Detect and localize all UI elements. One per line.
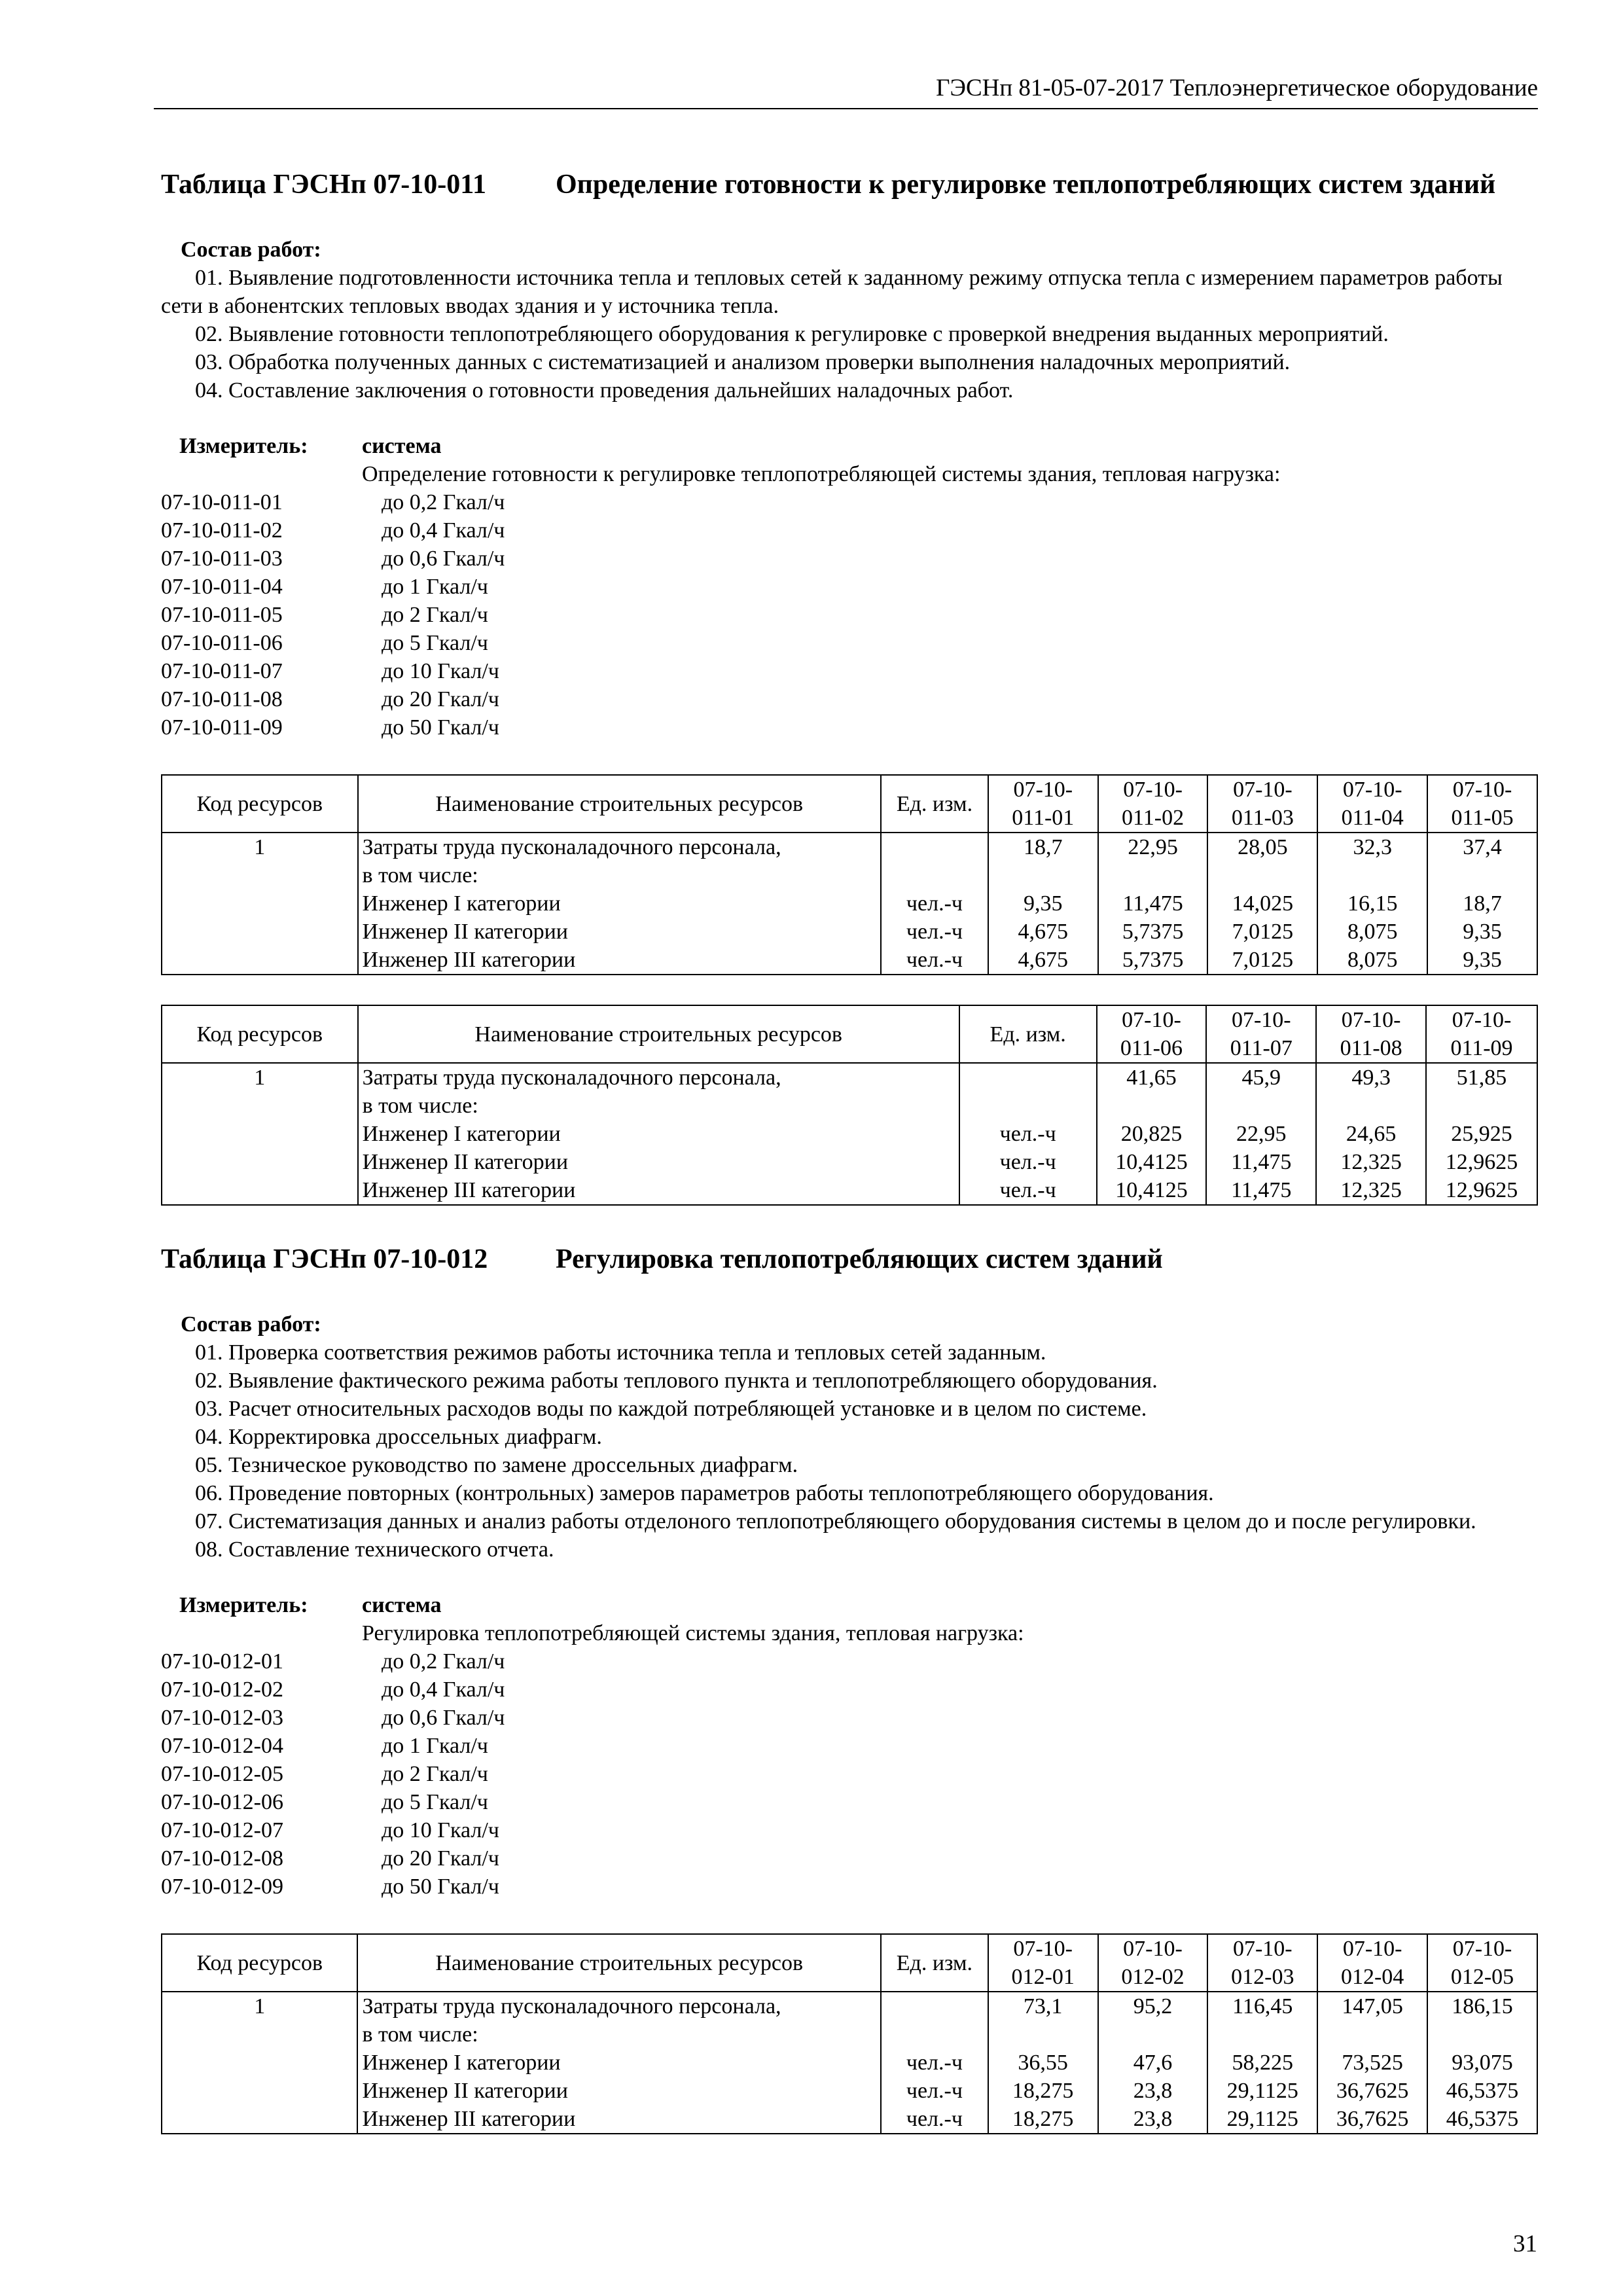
norm-code: 07-10-011-01 (161, 490, 283, 514)
norm-text: до 1 Гкал/ч (382, 575, 488, 599)
value-column: 95,2 47,6 23,8 23,8 (1098, 1992, 1208, 2134)
resource-names: Затраты труда пусконаладочного персонала, в том числе: Инженер I категории Инженер II категории Инженер III категории (358, 1063, 959, 1205)
norm-code: 07-10-012-06 (161, 1790, 283, 1814)
header-norm-col: 07-10- 011-08 (1316, 1005, 1426, 1063)
section1-work-item: 01. Выявление подготовленности источника тепла и тепловых сетей к заданному режиму отпуска тепла с измерением параметров работы сети в абонентских тепловых вводах здания и у источника тепла. (161, 266, 1503, 318)
header-norm-col: 07-10- 011-03 (1207, 775, 1317, 833)
value-column: 37,4 18,7 9,35 9,35 (1427, 833, 1537, 975)
resource-table-011-a (161, 774, 1538, 975)
value-column: 28,05 14,025 7,0125 7,0125 (1207, 833, 1317, 975)
value-column: 32,3 16,15 8,075 8,075 (1317, 833, 1427, 975)
resource-names: Затраты труда пусконаладочного персонала, в том числе: Инженер I категории Инженер II категории Инженер III категории (358, 833, 882, 975)
value-column: 51,85 25,925 12,9625 12,9625 (1426, 1063, 1537, 1205)
resource-table-012-a (161, 1933, 1538, 2134)
norm-row (161, 1760, 1538, 1788)
norm-row (161, 1676, 1538, 1704)
header-norm-col: 07-10- 012-02 (1098, 1934, 1208, 1992)
resource-units: чел.-ч чел.-ч чел.-ч (959, 1063, 1097, 1205)
norm-text: до 20 Гкал/ч (382, 1846, 499, 1871)
header-resource-name: Наименование строительных ресурсов (358, 1005, 959, 1063)
norm-code: 07-10-012-04 (161, 1734, 283, 1758)
resource-code: 1 (162, 1992, 357, 2134)
resource-code: 1 (162, 1063, 358, 1205)
section1-meter-label: Измеритель: (179, 434, 308, 458)
norm-row (161, 516, 1538, 545)
resource-names: Затраты труда пусконаладочного персонала, в том числе: Инженер I категории Инженер II категории Инженер III категории (357, 1992, 881, 2134)
header-resource-code: Код ресурсов (162, 1934, 357, 1992)
header-norm-col: 07-10- 011-04 (1317, 775, 1427, 833)
section1-works (161, 236, 1538, 404)
norm-row (161, 1873, 1538, 1901)
norm-row (161, 573, 1538, 601)
norm-row (161, 685, 1538, 713)
norm-code: 07-10-012-02 (161, 1677, 283, 1702)
norm-code: 07-10-011-06 (161, 631, 283, 655)
norm-code: 07-10-011-09 (161, 715, 283, 740)
norm-text: до 2 Гкал/ч (382, 603, 488, 627)
section2-work-item: 06. Проведение повторных (контрольных) замеров параметров работы теплопотребляющего оборудования. (195, 1481, 1214, 1505)
norm-text: до 0,6 Гкал/ч (382, 1706, 505, 1730)
header-unit: Ед. изм. (881, 775, 988, 833)
norm-code: 07-10-012-05 (161, 1762, 283, 1786)
section1-work-item: 02. Выявление готовности теплопотребляющего оборудования к регулировке с проверкой внедрения выданных мероприятий. (195, 322, 1389, 346)
section2-works (161, 1310, 1538, 1564)
norm-row (161, 629, 1538, 657)
header-resource-name: Наименование строительных ресурсов (357, 1934, 881, 1992)
norm-code: 07-10-011-02 (161, 518, 283, 543)
section1-work-item: 03. Обработка полученных данных с систематизацией и анализом проверки выполнения наладочных мероприятий. (195, 350, 1291, 374)
resource-code: 1 (162, 833, 358, 975)
norm-text: до 0,4 Гкал/ч (382, 1677, 505, 1702)
section2-meter-desc: Регулировка теплопотребляющей системы здания, тепловая нагрузка: (362, 1621, 1024, 1645)
value-column: 116,45 58,225 29,1125 29,1125 (1207, 1992, 1317, 2134)
section2-table-name: Регулировка теплопотребляющих систем зданий (556, 1244, 1163, 1274)
norm-row (161, 1844, 1538, 1873)
norm-code: 07-10-011-07 (161, 659, 283, 683)
norm-code: 07-10-011-04 (161, 575, 283, 599)
section2-meter (161, 1591, 1538, 1901)
value-column: 147,05 73,525 36,7625 36,7625 (1317, 1992, 1427, 2134)
header-resource-code: Код ресурсов (162, 775, 358, 833)
header-norm-col: 07-10- 012-01 (988, 1934, 1098, 1992)
header-norm-col: 07-10- 012-05 (1427, 1934, 1537, 1992)
norm-code: 07-10-012-07 (161, 1818, 283, 1842)
norm-row (161, 1647, 1538, 1676)
section2-work-item: 02. Выявление фактического режима работы теплового пункта и теплопотребляющего оборудования. (195, 1369, 1158, 1393)
norm-text: до 20 Гкал/ч (382, 687, 499, 711)
norm-row (161, 1732, 1538, 1760)
section1-table-name: Определение готовности к регулировке теплопотребляющих систем зданий (556, 170, 1496, 200)
section2-meter-label: Измеритель: (179, 1593, 308, 1617)
section1-title (161, 167, 1538, 203)
section2-meter-value: система (362, 1593, 442, 1617)
resource-units: чел.-ч чел.-ч чел.-ч (881, 833, 988, 975)
section2-work-item: 05. Тезническое руководство по замене дроссельных диафрагм. (195, 1453, 798, 1477)
norm-row (161, 1816, 1538, 1844)
value-column: 73,1 36,55 18,275 18,275 (988, 1992, 1098, 2134)
value-column: 186,15 93,075 46,5375 46,5375 (1427, 1992, 1537, 2134)
header-unit: Ед. изм. (881, 1934, 988, 1992)
norm-text: до 5 Гкал/ч (382, 631, 488, 655)
norm-text: до 0,2 Гкал/ч (382, 1649, 505, 1674)
header-norm-col: 07-10- 011-01 (988, 775, 1098, 833)
norm-text: до 50 Гкал/ч (382, 715, 499, 740)
section2 (161, 1242, 1538, 2134)
norm-text: до 50 Гкал/ч (382, 1874, 499, 1899)
norm-text: до 2 Гкал/ч (382, 1762, 488, 1786)
norm-text: до 0,4 Гкал/ч (382, 518, 505, 543)
norm-row (161, 657, 1538, 685)
header-norm-col: 07-10- 012-03 (1207, 1934, 1317, 1992)
header-unit: Ед. изм. (959, 1005, 1097, 1063)
header-norm-col: 07-10- 012-04 (1317, 1934, 1427, 1992)
value-column: 45,9 22,95 11,475 11,475 (1206, 1063, 1316, 1205)
norm-code: 07-10-011-05 (161, 603, 283, 627)
norm-row (161, 601, 1538, 629)
value-column: 18,7 9,35 4,675 4,675 (988, 833, 1098, 975)
norm-row (161, 1788, 1538, 1816)
page-content (161, 167, 1538, 2134)
resource-table-011-b (161, 1005, 1538, 1206)
value-column: 22,95 11,475 5,7375 5,7375 (1098, 833, 1208, 975)
section2-work-item: 03. Расчет относительных расходов воды по каждой потребляющей установке и в целом по системе. (195, 1397, 1147, 1421)
section1-works-label: Состав работ: (181, 238, 321, 262)
norm-row (161, 1704, 1538, 1732)
norm-row (161, 545, 1538, 573)
header-resource-code: Код ресурсов (162, 1005, 358, 1063)
header-norm-col: 07-10- 011-07 (1206, 1005, 1316, 1063)
norm-text: до 0,2 Гкал/ч (382, 490, 505, 514)
norm-text: до 0,6 Гкал/ч (382, 547, 505, 571)
running-header: ГЭСНп 81-05-07-2017 Теплоэнергетическое оборудование (154, 72, 1538, 109)
norm-code: 07-10-012-09 (161, 1874, 283, 1899)
section1-meter-value: система (362, 434, 442, 458)
section2-works-label: Состав работ: (181, 1312, 321, 1336)
section2-work-item: 01. Проверка соответствия режимов работы источника тепла и тепловых сетей заданным. (195, 1340, 1046, 1365)
norm-row (161, 713, 1538, 742)
norm-code: 07-10-012-08 (161, 1846, 283, 1871)
norm-row (161, 488, 1538, 516)
value-column: 41,65 20,825 10,4125 10,4125 (1097, 1063, 1207, 1205)
header-resource-name: Наименование строительных ресурсов (358, 775, 882, 833)
section1-meter-desc: Определение готовности к регулировке теплопотребляющей системы здания, тепловая нагрузка: (362, 462, 1281, 486)
section2-work-item: 04. Корректировка дроссельных диафрагм. (195, 1425, 602, 1449)
section2-work-item: 08. Составление технического отчета. (195, 1537, 554, 1562)
page-number: 31 (1513, 2231, 1537, 2257)
norm-code: 07-10-012-03 (161, 1706, 283, 1730)
value-column: 49,3 24,65 12,325 12,325 (1316, 1063, 1426, 1205)
resource-units: чел.-ч чел.-ч чел.-ч (881, 1992, 988, 2134)
header-norm-col: 07-10- 011-05 (1427, 775, 1537, 833)
section1-table-code: Таблица ГЭСНп 07-10-011 (161, 170, 486, 200)
section1-work-item: 04. Составление заключения о готовности проведения дальнейших наладочных работ. (195, 378, 1014, 403)
header-norm-col: 07-10- 011-02 (1098, 775, 1208, 833)
norm-code: 07-10-011-08 (161, 687, 283, 711)
section1-meter (161, 432, 1538, 742)
norm-text: до 10 Гкал/ч (382, 1818, 499, 1842)
header-norm-col: 07-10- 011-06 (1097, 1005, 1207, 1063)
header-norm-col: 07-10- 011-09 (1426, 1005, 1537, 1063)
section2-title (161, 1242, 1538, 1278)
section2-table-code: Таблица ГЭСНп 07-10-012 (161, 1244, 488, 1274)
norm-code: 07-10-011-03 (161, 547, 283, 571)
section2-work-item: 07. Систематизация данных и анализ работы отделоного теплопотребляющего оборудования системы в целом до и после регулировки. (195, 1509, 1476, 1534)
norm-text: до 10 Гкал/ч (382, 659, 499, 683)
norm-code: 07-10-012-01 (161, 1649, 283, 1674)
norm-text: до 5 Гкал/ч (382, 1790, 488, 1814)
norm-text: до 1 Гкал/ч (382, 1734, 488, 1758)
